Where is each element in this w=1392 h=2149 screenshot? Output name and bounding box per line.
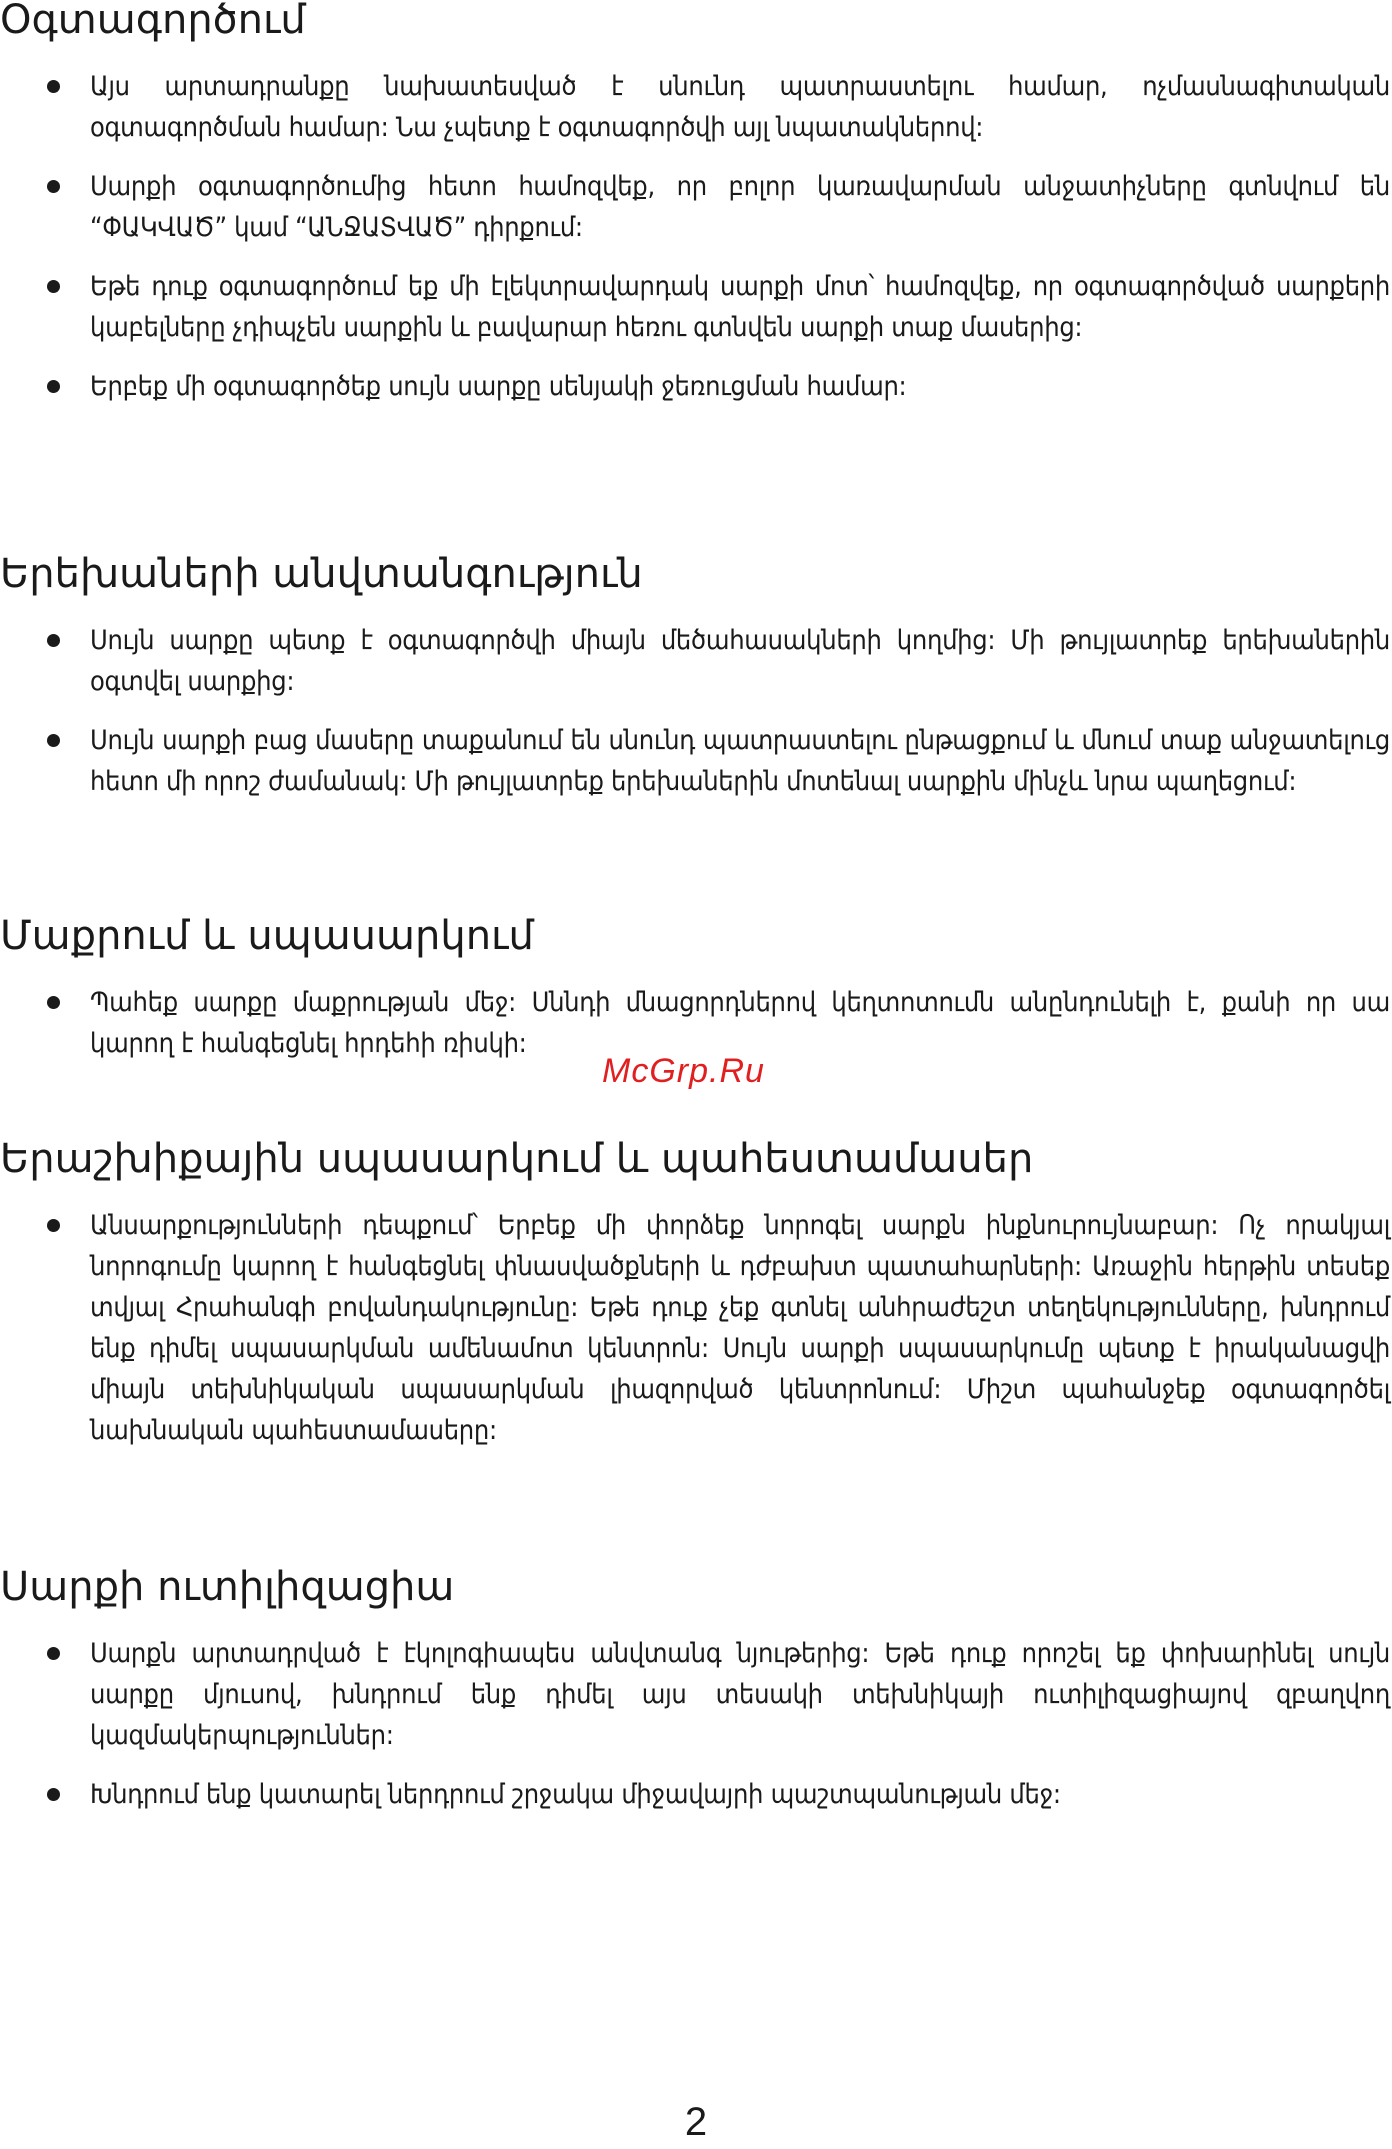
bullet-text: Անսարքությունների դեպքում՝ Երբեք մի փորձեք նորոգել սարքն ինքնուրույնաբար: Ոչ որակյալ նորոգումը կարող է հանգեցնել փնասվածքների և դժբախտ պատահարների: Առաջին հերթին տեսեք տվյալ Հրահանգի բովանդակությունը: Եթե դուք չեք գտնել անհրաժեշտ տեղեկությունները, խնդրում ենք դիմել սպասարկման ամենամոտ կենտրոն: Սույն սարքի սպասարկումը պետք է իրականացվի միայն տեխնիկական սպասարկման լիազորված կենտրոնում: Միշտ պահանջեք օգտագործել նախնական պահեստամասերը: <box>90 1210 1390 1446</box>
bullet-text: Եթե դուք օգտագործում եք մի էլեկտրավարդակ սարքի մոտ՝ համոզվեք, որ օգտագործված սարքերի կաբելները չդիպչեն սարքին և բավարար հեռու գտնվեն սարքի տաք մասերից: <box>90 271 1390 343</box>
bullet-text: Սույն սարքի բաց մասերը տաքանում են սնունդ պատրաստելու ընթացքում և մնում տաք անջատելուց հետո մի որոշ ժամանակ: Մի թույլատրեք երեխաներին մոտենալ սարքին մինչև նրա պաղեցում: <box>90 725 1390 797</box>
bullet-dot-icon <box>47 634 60 647</box>
child-safety-bullet-1 <box>0 620 1392 702</box>
section-warranty <box>0 1135 1392 1469</box>
page-number: 2 <box>684 2100 708 2144</box>
bullet-dot-icon <box>47 380 60 393</box>
usage-bullet-list <box>0 66 1392 407</box>
bullet-dot-icon <box>47 1219 60 1232</box>
section-title-warranty: Երաշխիքային սպասարկում և պահեստամասեր <box>0 1136 1034 1182</box>
child-safety-bullet-list <box>0 620 1392 802</box>
disposal-bullet-1 <box>0 1633 1392 1756</box>
watermark: McGrp.Ru <box>602 1052 765 1090</box>
warranty-bullet-1 <box>0 1205 1392 1451</box>
bullet-dot-icon <box>47 996 60 1009</box>
section-child-safety <box>0 550 1392 820</box>
bullet-text: Սույն սարքը պետք է օգտագործվի միայն մեծահասակների կողմից: Մի թույլատրեք երեխաներին օգտվել սարքից: <box>90 625 1390 697</box>
bullet-dot-icon <box>47 280 60 293</box>
usage-bullet-2 <box>0 166 1392 248</box>
bullet-dot-icon <box>47 80 60 93</box>
warranty-bullet-list <box>0 1205 1392 1451</box>
bullet-text: Խնդրում ենք կատարել ներդրում շրջակա միջավայրի պաշտպանության մեջ: <box>90 1779 1061 1810</box>
bullet-text: Սարքի օգտագործումից հետո համոզվեք, որ բոլոր կառավարման անջատիչները գտնվում են “ՓԱԿՎԱԾ” կամ “ԱՆՋԱՏՎԱԾ” դիրքում: <box>90 171 1390 243</box>
usage-bullet-4 <box>0 366 1392 407</box>
section-title-usage: Օգտագործում <box>0 0 306 43</box>
bullet-text: Պահեք սարքը մաքրության մեջ: Սննդի մնացորդներով կեղտոտումն անընդունելի է, քանի որ սա կարող է հանգեցնել հրդեհի ռիսկի: <box>90 987 1390 1059</box>
section-title-child-safety: Երեխաների անվտանգություն <box>0 551 643 597</box>
bullet-dot-icon <box>47 734 60 747</box>
bullet-dot-icon <box>47 1788 60 1801</box>
section-usage <box>0 0 1392 425</box>
bullet-dot-icon <box>47 180 60 193</box>
section-title-cleaning: Մաքրում և սպասարկում <box>0 913 534 959</box>
bullet-text: Երբեք մի օգտագործեք սույն սարքը սենյակի ջեռուցման համար: <box>90 371 907 402</box>
disposal-bullet-list <box>0 1633 1392 1815</box>
disposal-bullet-2 <box>0 1774 1392 1815</box>
section-title-disposal: Սարքի ուտիլիզացիա <box>0 1564 455 1610</box>
usage-bullet-1 <box>0 66 1392 148</box>
bullet-text: Սարքն արտադրված է էկոլոգիապես անվտանգ նյութերից: Եթե դուք որոշել եք փոխարինել սույն սարքը մյուսով, խնդրում ենք դիմել այս տեսակի տեխնիկայի ուտիլիզացիայով զբաղվող կազմակերպություններ: <box>90 1638 1390 1751</box>
bullet-dot-icon <box>47 1647 60 1660</box>
usage-bullet-3 <box>0 266 1392 348</box>
section-disposal <box>0 1563 1392 1833</box>
bullet-text: Այս արտադրանքը նախատեսված է սնունդ պատրաստելու համար, ոչմասնագիտական օգտագործման համար: Նա չպետք է օգտագործվի այլ նպատակներով: <box>90 71 1390 143</box>
child-safety-bullet-2 <box>0 720 1392 802</box>
